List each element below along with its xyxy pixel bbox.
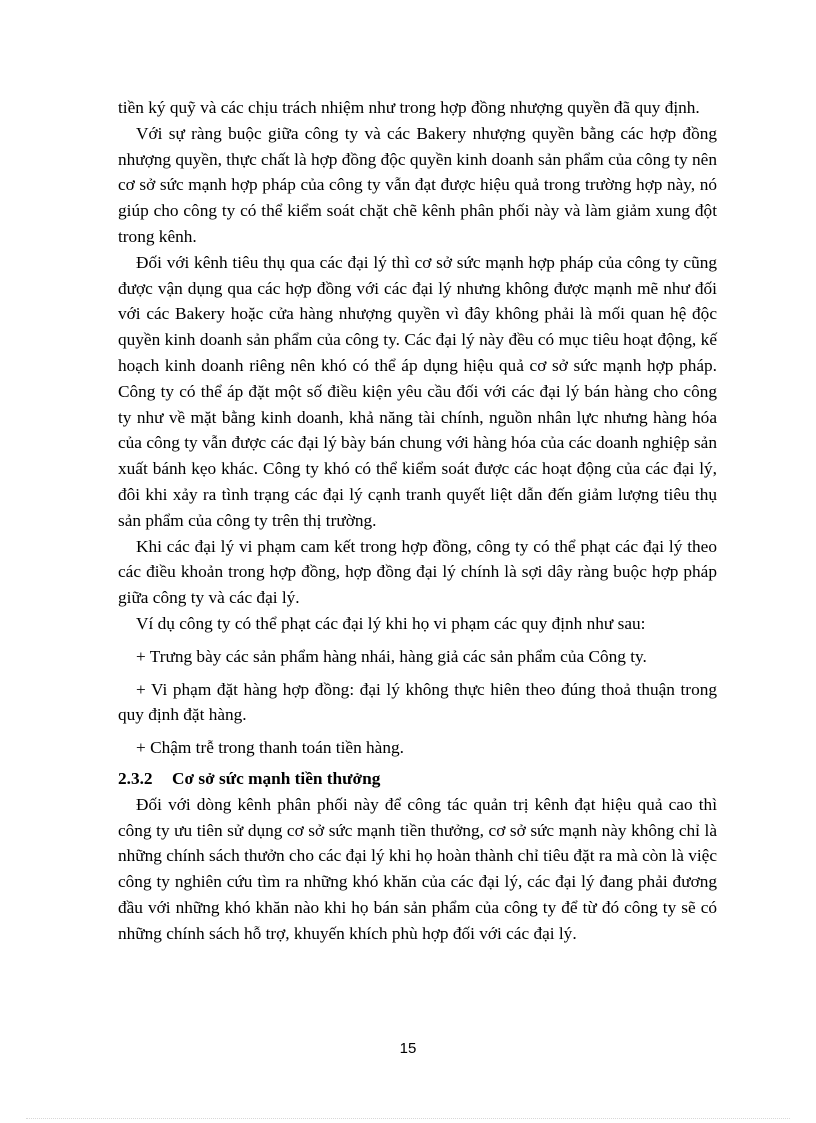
- section-heading: [118, 766, 717, 792]
- paragraph-example-intro: Ví dụ công ty có thể phạt các đại lý khi họ vi phạm các quy định như sau:: [136, 613, 646, 633]
- section-number: 2.3.2: [118, 768, 153, 788]
- list-item-late-payment: + Chậm trễ trong thanh toán tiền hàng.: [136, 738, 404, 758]
- page-number: 15: [399, 1040, 417, 1057]
- paragraph-contract-violation: Khi các đại lý vi phạm cam kết trong hợp đồng, công ty có thể phạt các đại lý theo các điều khoản trong hợp đồng, hợp đồng đại lý chính là sợi dây ràng buộc hợp pháp giữa công ty và các đại lý.: [118, 536, 717, 608]
- paragraph-reward-power: Đối với dòng kênh phân phối này để công tác quản trị kênh đạt hiệu quả cao thì công ty ưu tiên sử dụng cơ sở sức mạnh tiền thưởng, cơ sở sức mạnh này không chỉ là những chính sách thưởn cho các đại lý khi họ hoàn thành chỉ tiêu đặt ra mà còn là việc công ty nghiên cứu tìm ra những khó khăn của các đại lý, các đại lý đang phải đương đầu với những khó khăn nào khi họ bán sản phẩm của công ty để từ đó công ty sẽ có những chính sách hỗ trợ, khuyến khích phù hợp đối với các đại lý.: [118, 794, 717, 943]
- paragraph-continuation: tiền ký quỹ và các chịu trách nhiệm như trong hợp đồng nhượng quyền đã quy định.: [118, 98, 700, 117]
- paragraph-agent-channel: Đối với kênh tiêu thụ qua các đại lý thì cơ sở sức mạnh hợp pháp của công ty cũng được vận dụng qua các hợp đồng với các đại lý nhưng không được mạnh mẽ như đối với các Bakery hoặc cửa hàng nhượng quyền vì đây không phải là mối quan hệ độc quyền kinh doanh sản phẩm của công ty. Các đại lý này đều có mục tiêu hoạt động, kế hoạch kinh doanh riêng nên khó có thể áp dụng hiệu quả cơ sở sức mạnh hợp pháp. Công ty có thể áp đặt một số điều kiện yêu cầu đối với các đại lý bán hàng cho công ty như về mặt bằng kinh doanh, khả năng tài chính, nguồn nhân lực nhưng hàng hóa của công ty vẫn được các đại lý bày bán chung với hàng hóa của các doanh nghiệp sản xuất bánh kẹo khác. Công ty khó có thể kiểm soát được các hoạt động của các đại lý, đôi khi xảy ra tình trạng các đại lý cạnh tranh quyết liệt dẫn đến giảm lượng tiêu thụ sản phẩm của công ty trên thị trường.: [118, 252, 717, 530]
- section-title: Cơ sở sức mạnh tiền thưởng: [172, 768, 381, 788]
- footer-divider: [26, 1118, 790, 1119]
- paragraph-bakery-franchise: Với sự ràng buộc giữa công ty và các Bakery nhượng quyền bằng các hợp đồng nhượng quyền, thực chất là hợp đồng độc quyền kinh doanh sản phẩm của công ty nên cơ sở sức mạnh hợp pháp của công ty vẫn đạt được hiệu quả trong trường hợp này, nó giúp cho công ty có thể kiểm soát chặt chẽ kênh phân phối này và làm giảm xung đột trong kênh.: [118, 123, 717, 246]
- list-item-counterfeit: + Trưng bày các sản phẩm hàng nhái, hàng giả các sản phẩm của Công ty.: [136, 646, 647, 666]
- page-body: [118, 95, 717, 947]
- list-item-order-violation: + Vi phạm đặt hàng hợp đồng: đại lý không thực hiên theo đúng thoả thuận trong quy định đặt hàng.: [118, 679, 717, 725]
